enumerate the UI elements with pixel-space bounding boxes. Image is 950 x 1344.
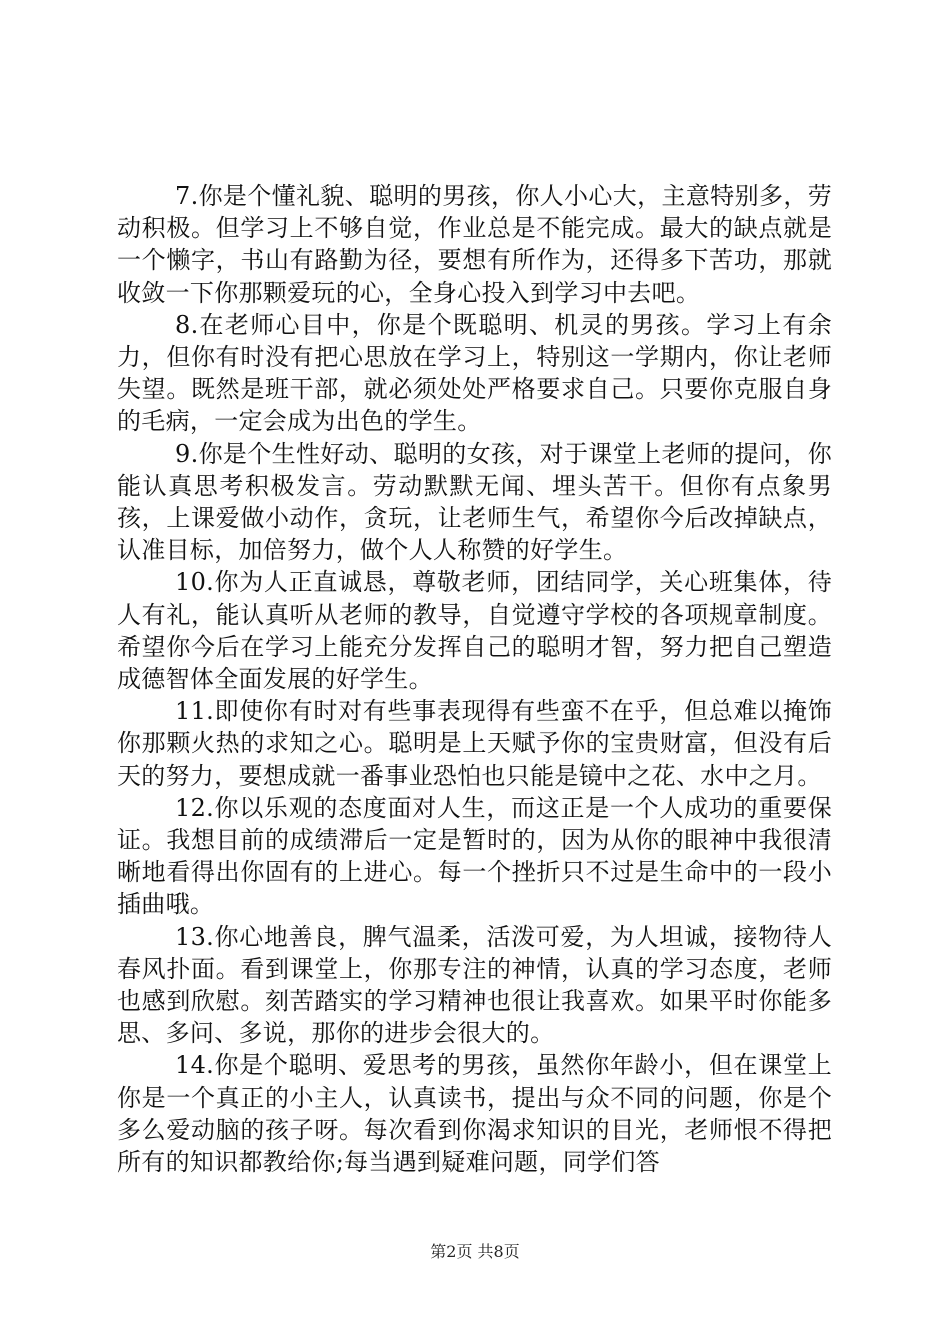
paragraph-13: 13.你心地善良，脾气温柔，活泼可爱，为人坦诚，接物待人春风扑面。看到课堂上，你那专注的神情，认真的学习态度，老师也感到欣慰。刻苦踏实的学习精神也很让我喜欢。如果平时你能多思、多问、多说，那你的进步会很大的。	[117, 922, 832, 1048]
paragraph-10: 10.你为人正直诚恳，尊敬老师，团结同学，关心班集体，待人有礼，能认真听从老师的教导，自觉遵守学校的各项规章制度。希望你今后在学习上能充分发挥自己的聪明才智，努力把自己塑造成德智体全面发展的好学生。	[117, 568, 832, 694]
paragraph-12: 12.你以乐观的态度面对人生，而这正是一个人成功的重要保证。我想目前的成绩滞后一定是暂时的，因为从你的眼神中我很清晰地看得出你固有的上进心。每一个挫折只不过是生命中的一段小插曲哦。	[117, 793, 832, 919]
paragraph-14: 14.你是个聪明、爱思考的男孩，虽然你年龄小，但在课堂上你是一个真正的小主人，认真读书，提出与众不同的问题，你是个多么爱动脑的孩子呀。每次看到你渴求知识的目光，老师恨不得把所有的知识都教给你;每当遇到疑难问题，同学们答	[117, 1051, 832, 1177]
page-number-footer: 第2页 共8页	[430, 1242, 520, 1261]
paragraph-8: 8.在老师心目中，你是个既聪明、机灵的男孩。学习上有余力，但你有时没有把心思放在学习上，特别这一学期内，你让老师失望。既然是班干部，就必须处处严格要求自己。只要你克服自身的毛病，一定会成为出色的学生。	[117, 310, 832, 436]
document-body	[117, 180, 832, 1178]
paragraph-9: 9.你是个生性好动、聪明的女孩，对于课堂上老师的提问，你能认真思考积极发言。劳动默默无闻、埋头苦干。但你有点象男孩，上课爱做小动作，贪玩，让老师生气，希望你今后改掉缺点，认准目标，加倍努力，做个人人称赞的好学生。	[117, 439, 832, 565]
paragraph-11: 11.即使你有时对有些事表现得有些蛮不在乎，但总难以掩饰你那颗火热的求知之心。聪明是上天赋予你的宝贵财富，但没有后天的努力，要想成就一番事业恐怕也只能是镜中之花、水中之月。	[117, 697, 832, 790]
paragraph-7: 7.你是个懂礼貌、聪明的男孩，你人小心大，主意特别多，劳动积极。但学习上不够自觉，作业总是不能完成。最大的缺点就是一个懒字，书山有路勤为径，要想有所作为，还得多下苦功，那就收敛一下你那颗爱玩的心，全身心投入到学习中去吧。	[117, 182, 832, 307]
